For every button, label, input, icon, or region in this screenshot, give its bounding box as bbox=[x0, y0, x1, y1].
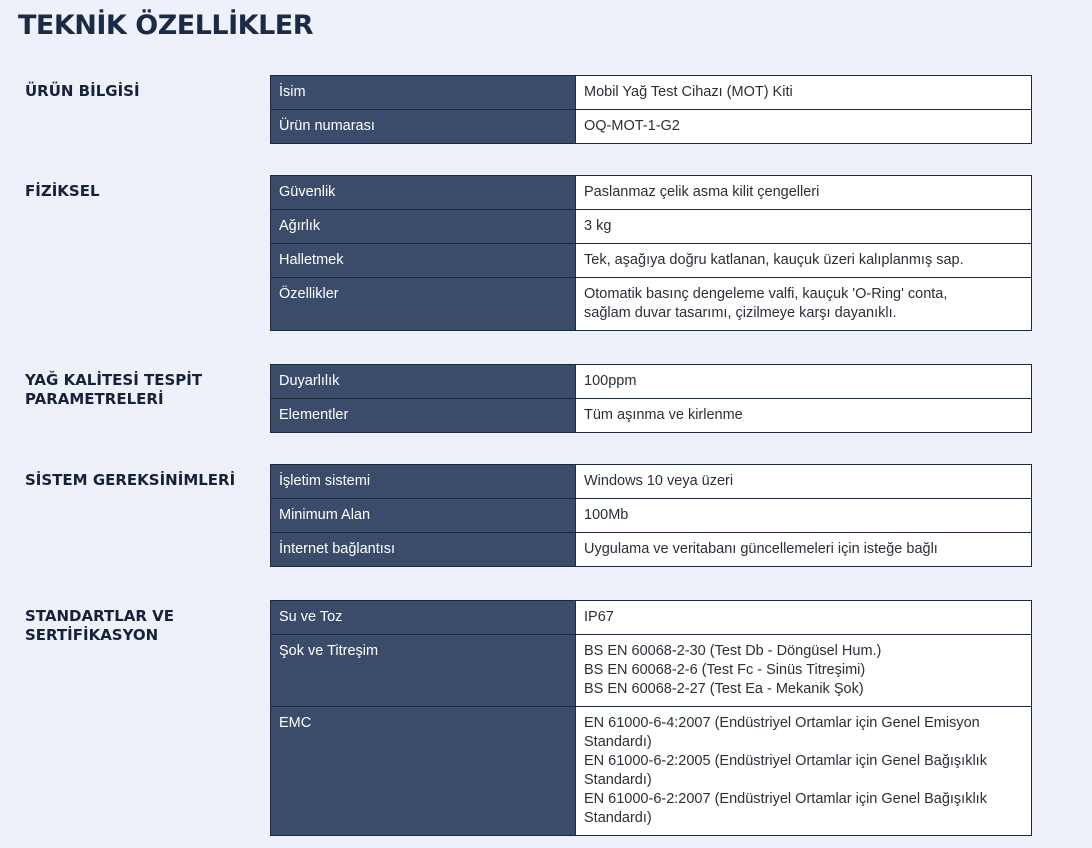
spec-value-line: Tek, aşağıya doğru katlanan, kauçuk üzeri kalıplanmış sap. bbox=[584, 252, 964, 268]
spec-key: İsim bbox=[271, 76, 576, 110]
spec-value-line: BS EN 60068-2-30 (Test Db - Döngüsel Hum.) bbox=[584, 643, 882, 659]
spec-value bbox=[576, 110, 1032, 144]
spec-key: Elementler bbox=[271, 399, 576, 433]
table-row bbox=[271, 635, 1032, 707]
spec-key: EMC bbox=[271, 707, 576, 836]
spec-value bbox=[576, 465, 1032, 499]
spec-key: Özellikler bbox=[271, 278, 576, 331]
spec-key: Güvenlik bbox=[271, 176, 576, 210]
spec-value-line: Uygulama ve veritabanı güncellemeleri için isteğe bağlı bbox=[584, 541, 938, 557]
spec-value-line: Standardı) bbox=[584, 772, 652, 788]
spec-value-line: Tüm aşınma ve kirlenme bbox=[584, 407, 743, 423]
spec-value bbox=[576, 499, 1032, 533]
spec-value-line: IP67 bbox=[584, 609, 614, 625]
section-title: ÜRÜN BİLGİSİ bbox=[25, 82, 140, 100]
spec-value-line: 100Mb bbox=[584, 507, 629, 523]
page-title: TEKNİK ÖZELLİKLER bbox=[18, 10, 314, 41]
spec-value bbox=[576, 399, 1032, 433]
spec-key: İnternet bağlantısı bbox=[271, 533, 576, 567]
spec-value-line: Standardı) bbox=[584, 734, 652, 750]
spec-value-line: BS EN 60068-2-27 (Test Ea - Mekanik Şok) bbox=[584, 681, 864, 697]
spec-value bbox=[576, 176, 1032, 210]
spec-value bbox=[576, 278, 1032, 331]
table-row bbox=[271, 365, 1032, 399]
spec-value bbox=[576, 210, 1032, 244]
table-row bbox=[271, 601, 1032, 635]
section-title: SİSTEM GEREKSİNİMLERİ bbox=[25, 471, 236, 489]
table-row bbox=[271, 210, 1032, 244]
spec-value bbox=[576, 244, 1032, 278]
spec-value bbox=[576, 76, 1032, 110]
spec-value-line: Windows 10 veya üzeri bbox=[584, 473, 734, 489]
spec-key: Su ve Toz bbox=[271, 601, 576, 635]
spec-key: Minimum Alan bbox=[271, 499, 576, 533]
spec-value-line: Otomatik basınç dengeleme valfi, kauçuk 'O-Ring' conta, bbox=[584, 286, 948, 302]
spec-value bbox=[576, 601, 1032, 635]
table-row bbox=[271, 244, 1032, 278]
spec-value-line: sağlam duvar tasarımı, çizilmeye karşı dayanıklı. bbox=[584, 305, 897, 321]
spec-value-line: OQ-MOT-1-G2 bbox=[584, 118, 680, 134]
table-row bbox=[271, 499, 1032, 533]
spec-value-line: 3 kg bbox=[584, 218, 612, 234]
spec-value bbox=[576, 707, 1032, 836]
table-row bbox=[271, 465, 1032, 499]
table-row bbox=[271, 707, 1032, 836]
spec-value bbox=[576, 533, 1032, 567]
spec-value-line: EN 61000-6-4:2007 (Endüstriyel Ortamlar için Genel Emisyon bbox=[584, 715, 980, 731]
spec-value-line: BS EN 60068-2-6 (Test Fc - Sinüs Titreşimi) bbox=[584, 662, 866, 678]
spec-key: İşletim sistemi bbox=[271, 465, 576, 499]
section-title: YAĞ KALİTESİ TESPİT PARAMETRELERİ bbox=[25, 371, 203, 408]
spec-key: Duyarlılık bbox=[271, 365, 576, 399]
spec-value bbox=[576, 365, 1032, 399]
table-row bbox=[271, 110, 1032, 144]
spec-value-line: Paslanmaz çelik asma kilit çengelleri bbox=[584, 184, 820, 200]
spec-table bbox=[270, 464, 1032, 567]
table-row bbox=[271, 176, 1032, 210]
table-row bbox=[271, 399, 1032, 433]
spec-value-line: EN 61000-6-2:2007 (Endüstriyel Ortamlar için Genel Bağışıklık bbox=[584, 791, 987, 807]
table-row bbox=[271, 533, 1032, 567]
spec-value-line: 100ppm bbox=[584, 373, 637, 389]
spec-value-line: EN 61000-6-2:2005 (Endüstriyel Ortamlar için Genel Bağışıklık bbox=[584, 753, 987, 769]
section-title: FİZİKSEL bbox=[25, 182, 100, 200]
spec-value-line: Mobil Yağ Test Cihazı (MOT) Kiti bbox=[584, 84, 793, 100]
spec-key: Ağırlık bbox=[271, 210, 576, 244]
spec-key: Şok ve Titreşim bbox=[271, 635, 576, 707]
spec-table bbox=[270, 175, 1032, 331]
spec-table bbox=[270, 600, 1032, 836]
spec-value-line: Standardı) bbox=[584, 810, 652, 826]
spec-value bbox=[576, 635, 1032, 707]
spec-table bbox=[270, 364, 1032, 433]
spec-table bbox=[270, 75, 1032, 144]
section-title: STANDARTLAR VE SERTİFİKASYON bbox=[25, 607, 174, 644]
table-row bbox=[271, 76, 1032, 110]
spec-key: Ürün numarası bbox=[271, 110, 576, 144]
table-row bbox=[271, 278, 1032, 331]
spec-key: Halletmek bbox=[271, 244, 576, 278]
